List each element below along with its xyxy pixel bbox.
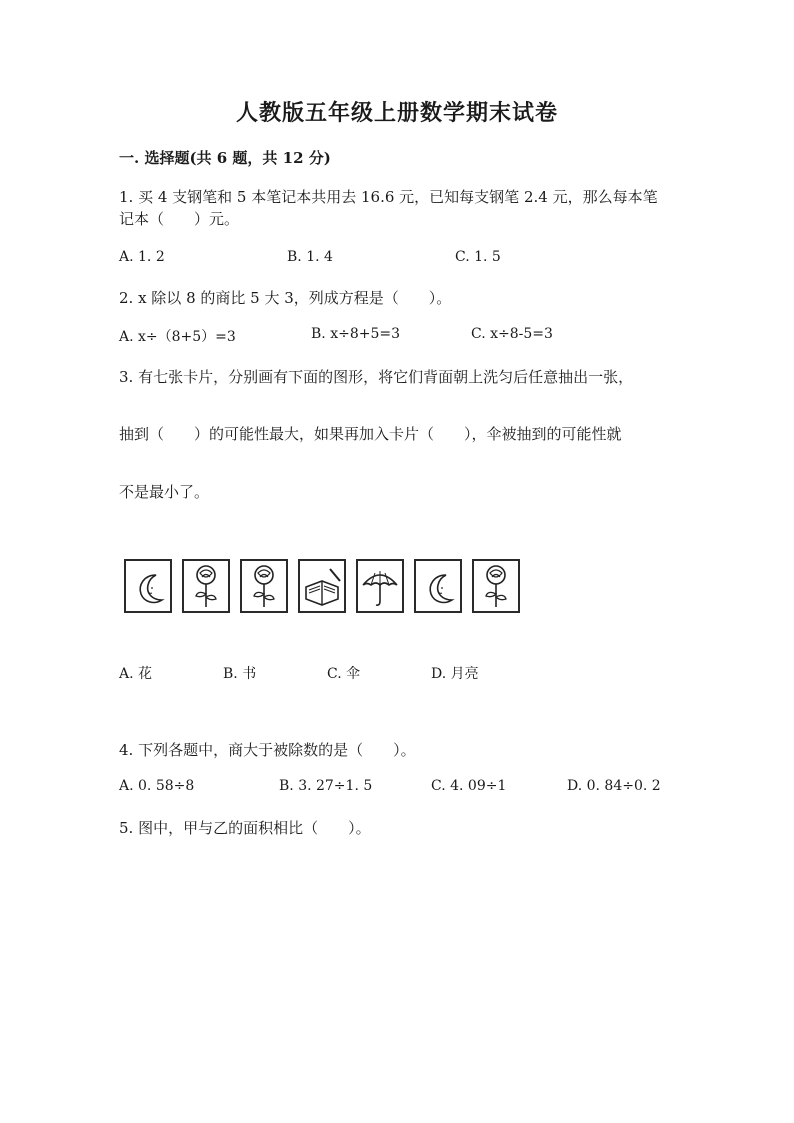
picture-cards (124, 559, 524, 617)
question-2-option-a: A. x÷（8+5）=3 (119, 329, 236, 345)
question-1-option-a: A. 1. 2 (119, 249, 165, 265)
question-3-option-a: A. 花 (119, 666, 153, 682)
section-heading: 一. 选择题(共 6 题，共 12 分) (119, 149, 331, 167)
question-3-option-d: D. 月亮 (431, 666, 479, 682)
card-moon (414, 559, 462, 613)
flower-icon (474, 561, 518, 611)
flower-icon (242, 561, 286, 611)
flower-icon (184, 561, 228, 611)
page-title: 人教版五年级上册数学期末试卷 (235, 100, 558, 126)
question-4-option-c: C. 4. 09÷1 (431, 778, 507, 794)
card-moon (124, 559, 172, 613)
question-1-line-1: 1. 买 4 支钢笔和 5 本笔记本共用去 16.6 元，已知每支钢笔 2.4 元，那么每本笔 (119, 188, 658, 206)
card-flower (472, 559, 520, 613)
card-umbrella (356, 559, 404, 613)
moon-icon (416, 561, 460, 611)
question-2-option-b: B. x÷8+5=3 (311, 326, 400, 342)
question-2-text: 2. x 除以 8 的商比 5 大 3，列成方程是（ ）。 (119, 289, 452, 307)
question-3-option-b: B. 书 (223, 666, 257, 682)
question-3-line-3: 不是最小了。 (119, 483, 210, 501)
question-3-line-1: 3. 有七张卡片，分别画有下面的图形，将它们背面朝上洗匀后任意抽出一张， (119, 368, 634, 386)
question-1-option-b: B. 1. 4 (287, 249, 333, 265)
question-4-option-a: A. 0. 58÷8 (119, 778, 195, 794)
card-book (298, 559, 346, 613)
question-1-option-c: C. 1. 5 (455, 249, 501, 265)
moon-icon (126, 561, 170, 611)
question-3-option-c: C. 伞 (327, 666, 361, 682)
question-2-option-c: C. x÷8-5=3 (471, 326, 553, 342)
question-4-option-d: D. 0. 84÷0. 2 (567, 778, 661, 794)
question-4-text: 4. 下列各题中，商大于被除数的是（ ）。 (119, 741, 416, 759)
book-icon (300, 561, 344, 611)
card-flower (182, 559, 230, 613)
umbrella-icon (358, 561, 402, 611)
question-4-option-b: B. 3. 27÷1. 5 (279, 778, 373, 794)
question-3-line-2: 抽到（ ）的可能性最大，如果再加入卡片（ ），伞被抽到的可能性就 (119, 425, 622, 443)
question-1-line-2: 记本（ ）元。 (119, 210, 240, 228)
question-5-text: 5. 图中，甲与乙的面积相比（ ）。 (119, 819, 371, 837)
card-flower (240, 559, 288, 613)
